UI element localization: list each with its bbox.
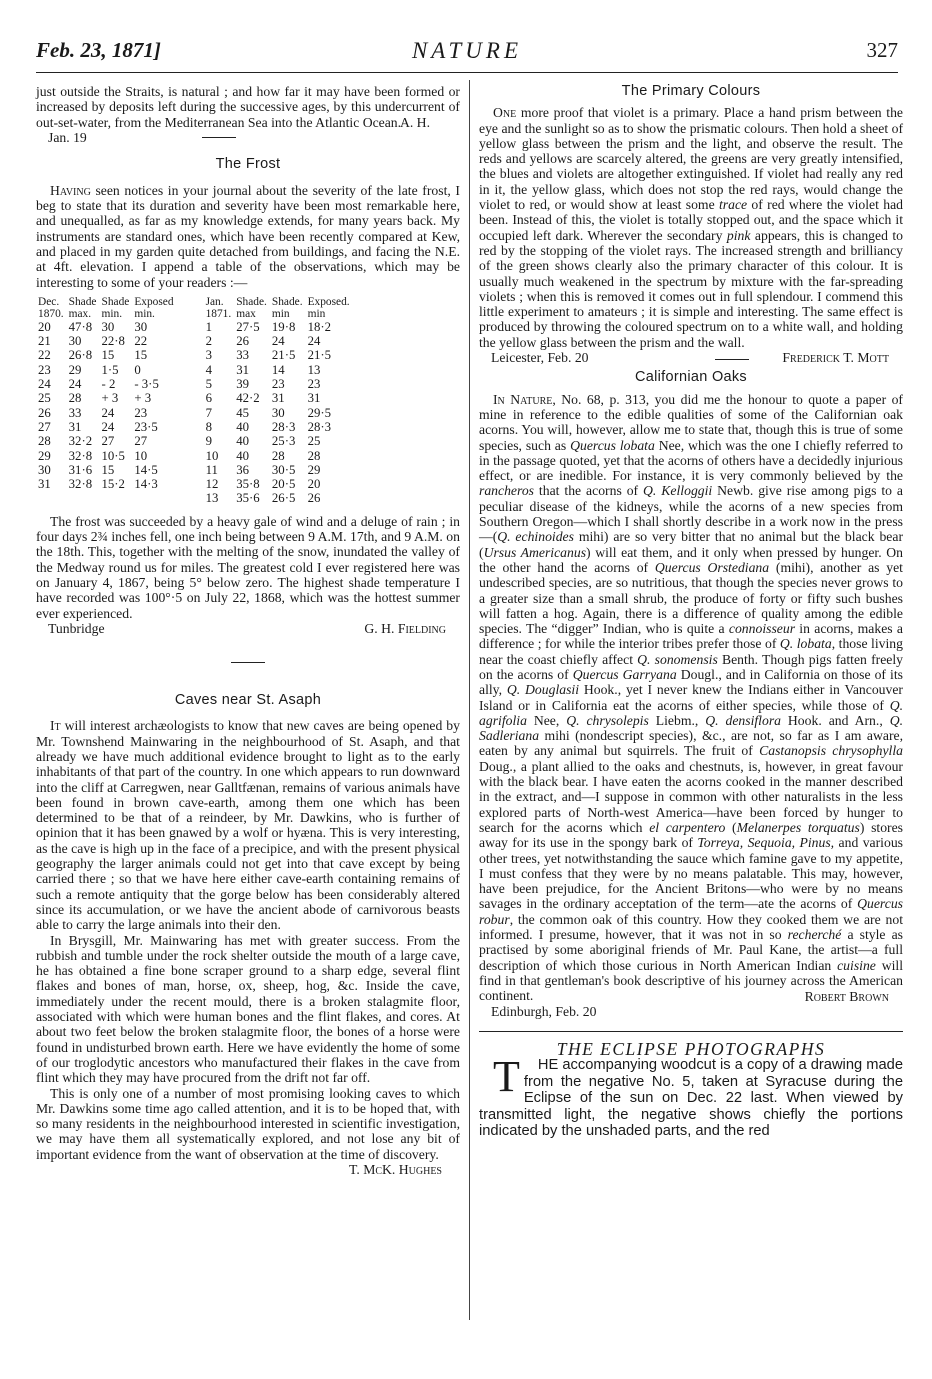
frost-table-cell: 25 [38, 391, 51, 406]
left-column [36, 84, 460, 1177]
frost-table-cell: 28 [68, 391, 82, 406]
frost-table-cell: 31 [68, 419, 82, 434]
frost-table-cell: 24 [101, 419, 115, 434]
frost-table-cell: 30·5 [271, 462, 296, 477]
frost-table-cell: 35·6 [236, 491, 260, 506]
right-column [479, 84, 903, 1140]
frost-table-row [38, 363, 355, 377]
frost-table-cell: 25·3 [271, 434, 296, 449]
frost-table-cell: 28 [38, 434, 51, 449]
issue-date: Feb. 23, 1871] [36, 38, 161, 62]
frost-table-cell: 22 [38, 348, 51, 363]
intro-paragraph: just outside the Straits, is natural ; and how far it may have been formed or increased by deposits left during the successive ages, by this undercurrent of out-set-water, from the Mediterranean Sea into the Atlantic Ocean. [36, 84, 460, 130]
frost-table-cell: 32·2 [68, 434, 93, 449]
frost-table-cell: 21·5 [307, 348, 332, 363]
frost-table-cell: 2 [205, 334, 212, 349]
frost-table-cell: 33 [236, 348, 249, 363]
frost-table-cell: 35·8 [236, 477, 260, 492]
frost-table-cell: 42·2 [236, 391, 260, 406]
frost-table-cell: 15 [101, 348, 115, 363]
table-gap [179, 320, 206, 334]
frost-table-cell: 27 [134, 434, 148, 449]
table-gap [179, 491, 206, 505]
frost-table-cell: 7 [205, 405, 212, 420]
frost-table-cell: 30 [68, 334, 82, 349]
frost-table-cell: 23 [271, 377, 285, 392]
frost-table-cell: 21 [38, 334, 51, 349]
oaks-title: Californian Oaks [635, 369, 747, 386]
table-gap [179, 449, 206, 463]
frost-table-cell: 20 [307, 477, 321, 492]
frost-place: Tunbridge [48, 620, 105, 636]
table-gap [179, 434, 206, 448]
frost-table-row [38, 334, 355, 348]
caves-title: Caves near St. Asaph [174, 692, 322, 709]
frost-paragraph-2: The frost was succeeded by a heavy gale of wind and a deluge of rain ; in four days 2¾ inches fell, one inch being between 9 A.M. 17th, and 9 A.M. on the 18th. This, together with the melting of the snow, inundated the valley of the Medway round us for miles. The greatest cold I ever registered here was on January 4, 1867, being 5° below zero. The highest shade temperature I have recorded was 100°·5 on July 22, 1868, which was the hottest summer ever experienced. [36, 513, 460, 621]
frost-signature: G. H. Fielding [364, 620, 446, 636]
journal-title: NATURE [411, 38, 523, 63]
frost-table-cell: - 3·5 [134, 377, 159, 392]
frost-table-cell: 30 [101, 319, 115, 334]
frost-signature-row [36, 621, 460, 636]
frost-table-cell: 8 [205, 419, 212, 434]
oaks-place: Edinburgh, Feb. 20 [491, 1003, 597, 1019]
frost-table-cell: 33 [68, 405, 82, 420]
frost-table-cell: 14·5 [134, 462, 158, 477]
frost-table-cell: 15 [101, 462, 115, 477]
table-gap [179, 463, 206, 477]
column-divider [469, 80, 470, 1320]
section-divider [202, 137, 236, 138]
table-gap [179, 363, 206, 377]
eclipse-title: THE ECLIPSE PHOTOGRAPHS [556, 1039, 826, 1060]
frost-table-cell: + 3 [101, 391, 119, 406]
frost-table-cell: 27 [38, 419, 51, 434]
header-rule [36, 72, 898, 73]
frost-table-header: Dec. 1870. Shade max. Shade min. Exposed min. Jan. 1871. Shade. max Shade. min Exposed. min [38, 295, 350, 320]
frost-table-cell: 5 [205, 377, 212, 392]
frost-table-row [38, 420, 355, 434]
frost-table-cell: 24 [271, 334, 285, 349]
frost-table-cell: 40 [236, 448, 249, 463]
frost-table-cell: + 3 [134, 391, 152, 406]
frost-table-cell: 32·8 [68, 448, 93, 463]
frost-table-row [38, 320, 355, 334]
frost-table-cell: 31·6 [68, 462, 93, 477]
frost-table-cell: 31 [271, 391, 285, 406]
frost-table-cell: 11 [205, 462, 218, 477]
frost-table-cell: 9 [205, 434, 212, 449]
eclipse-paragraph: T HE accompanying woodcut is a copy of a drawing made from the negative No. 5, taken at Syracuse during the Eclipse of the sun on Dec. 22 last. When viewed by transmitted light, the negative shows chiefly the portions indicated by the unshaded parts, and the red [479, 1052, 903, 1140]
frost-table-cell: 25 [307, 434, 321, 449]
intro-dateline: Jan. 19 [36, 130, 460, 145]
frost-table-cell: 45 [236, 405, 249, 420]
frost-table-cell: 31 [236, 362, 249, 377]
oaks-signature: Robert Brown [804, 988, 889, 1004]
section-divider [231, 662, 265, 663]
frost-table-cell: 22·8 [101, 334, 125, 349]
frost-table-cell: 4 [205, 362, 212, 377]
frost-table-cell: 27·5 [236, 319, 260, 334]
frost-table-cell: 26·5 [271, 491, 296, 506]
frost-table-cell: 30 [38, 462, 51, 477]
frost-table-cell: 29 [68, 362, 82, 377]
frost-table-cell: - 2 [101, 377, 116, 392]
oaks-paragraph: In Nature, No. 68, p. 313, you did me the honour to quote a paper of mine in reference to the edible qualities of some of the Californian oak acorns. You will, however, allow me to state that, though this is true of some species, such as Quercus lobata Nee, which was the one I chiefly referred to in the passage quoted, yet that the acorns of others have a decidedly injurious effect, or are inedible. For instance, it is very commonly believed by the rancheros that the acorns of Q. Kelloggii Newb. give rise among pigs to a peculiar disease of the kidneys, while the acorns of a new species from Southern Oregon—which I shall shortly describe in a work now in the press—(Q. echinoides mihi) are so very bitter that no animal but the black bear (Ursus Americanus) will eat them, and it only when pressed by hunger. On the other hand the acorns of Quercus Orstediana (mihi), another as yet undescribed species, are so nutritious, that though the species never grows to a greater size than a small shrub, the produce of forty or fifty such bushes will fatten a hog. Again, there is a difference of quality among the edible species. The “digger” Indian, who is quite a connoisseur in acorns, makes a difference ; for while the interior tribes prefer those of Q. lobata, those living near the coast chiefly affect Q. sonomensis Benth. Though pigs fatten freely on the acorns of Quercus Garryana Dougl., and in California on those of its ally, Q. Douglasii Hook., yet I never knew the Indians either in Vancouver Island or in California eat the acorns of either species, while those of Q. agrifolia Nee, Q. chrysolepis Liebm., Q. densiflora Hook. and Arn., Q. Sadleriana mihi (nondescript species), &c., are not, so far as I am aware, eaten by any animal but squirrels. The fruit of Castanopsis chrysophylla Doug., a plant allied to the oaks and chestnuts, is, however, in great favour with the black bear. I have eaten the acorns cooked in the manner described in the extract, and—I suppose in common with other naturalists in the less explored parts of North-west America—have been forced by hunger to search for the acorns which el carpentero (Melanerpes torquatus) stores away for its use in the spongy bark of Torreya, Sequoia, Pinus, and various other trees, yet notwithstanding the sauce which famine gave to my appetite, I must confess that they were by no means palatable. This may, however, have been prejudice, for the Ancient Britons—who were by no means savages in the ordinary acceptation of the term—ate the acorns of Quercus robur, the common oak of this country. How they cooked them we are not informed. I presume, however, that it was not in so recherché a style as practised by some aboriginal friends of Mr. Paul Kane, the artist—a full description of which those curious in North American Indian cuisine will find in that gentleman's book descriptive of his journey across the American continent. [479, 391, 904, 1004]
frost-table-cell: 1 [205, 319, 212, 334]
frost-table-cell: 20·5 [271, 477, 296, 492]
frost-table-cell: 36 [236, 462, 249, 477]
table-gap [179, 477, 206, 491]
frost-table-cell: 32·8 [68, 477, 93, 492]
frost-table-cell: 3 [205, 348, 212, 363]
page-header [36, 38, 898, 68]
frost-table-cell: 26 [307, 491, 321, 506]
colours-title: The Primary Colours [621, 83, 761, 99]
table-gap [179, 391, 206, 405]
frost-table-cell: 24 [307, 334, 321, 349]
frost-table-row [38, 406, 355, 420]
frost-table-cell: 19·8 [271, 319, 296, 334]
eclipse-rule [479, 1031, 903, 1032]
frost-table-cell: 22 [134, 334, 148, 349]
frost-table-row [38, 477, 355, 491]
frost-table-row [38, 377, 355, 391]
frost-table-row [38, 434, 355, 448]
frost-table-cell: 13 [307, 362, 321, 377]
caves-paragraph-1: It will interest archæologists to know that new caves are being opened by Mr. Townshend Mainwaring in the neighbourhood of St. Asaph, and that already we have much additional evidence brought to light as to the early inhabitants of that part of the country. In one which appears to run downward into the cliff at Carregwen, near Galltfænan, remains of various animals have been found in brown cave-earth, among them one which has been determined to be that of a reindeer, by Mr. Dawkins, who is further of opinion that it has been gnawed by a wolf or hyæna. This is very interesting, as the cave is high up in the face of a precipice, and with the present physical geography the larger animals could not get into that cave except by being carried there ; so that we have here either cave-earth containing remains of such a remote antiquity that the gorge below has been considerably altered since its accumulation, or we have the ancient abode of carnivorous beasts able to carry the large animals into their den. [36, 718, 460, 933]
caves-paragraph-2: In Brysgill, Mr. Mainwaring has met with greater success. From the rubbish and tumble under the rock shelter outside the mouth of a large cave, he has obtained a fine bone scraper ground to a sharp edge, several flint flakes and bones of man, horse, ox, sheep, hog, &c. Inside the cave, immediately under the recent mould, there is a broken stalagmite floor, associated with which were human bones and the flint flakes, and cores. At about two feet below the broken stalagmite floor, the bones of a horse were found in undisturbed brown earth. Here we have evidently the home of some of our troglodytic ancestors who manufactured their flakes in the cave from flint which they may have procured from the drift not far off. [36, 932, 460, 1086]
frost-table-cell: 29 [38, 448, 51, 463]
frost-table-cell: 23·5 [134, 419, 158, 434]
table-gap [179, 420, 206, 434]
frost-table-row [38, 391, 355, 405]
frost-table-cell: 31 [38, 477, 51, 492]
colours-place: Leicester, Feb. 20 [491, 350, 589, 366]
section-divider [715, 359, 749, 360]
colours-paragraph: One more proof that violet is a primary. Place a hand prism between the eye and the sunlight so as to show the prismatic colours. Then hold a sheet of yellow glass between the prism and the light, and observe the result. The reds and yellows are scarcely altered, the greens are very greatly intensified, the blues and violets are altogether extinguished. If violet had really any red in it, the yellow glass, which does not stop the red rays, would change the violet to red, or would show at least some trace of red where the violet had been. Instead of this, the violet is totally stopped out, and the space which it occupied left dark. Wherever the secondary pink appears, this is changed to red by the stopping of the violet rays. The increased strength and brilliancy of the green shows clearly also the primary character of this colour. It is usually much weakened in the spectrum by mixture with the far-spreading violets ; when this is removed it comes out in full splendour. I commend this little experiment to amateurs ; it is simple and interesting. The same effect is produced by throwing the coloured spectrum on to a white wall, and holding the yellow glass between the prism and the wall. [479, 105, 903, 350]
frost-table-cell: 23 [307, 377, 321, 392]
frost-table-cell: 28 [271, 448, 285, 463]
colours-signature: Frederick T. Mott [782, 350, 889, 366]
frost-table-cell: 0 [134, 362, 141, 377]
frost-table-cell: 28·3 [307, 419, 332, 434]
frost-table-cell: 12 [205, 477, 219, 492]
frost-table-cell: 26 [38, 405, 51, 420]
frost-table-row [38, 449, 355, 463]
frost-table-cell: 13 [205, 491, 219, 506]
frost-table-row [38, 491, 355, 505]
frost-table-cell: 18·2 [307, 319, 332, 334]
frost-table-cell: 40 [236, 434, 249, 449]
frost-table-cell: 15·2 [101, 477, 125, 492]
frost-table-cell: 30 [134, 319, 148, 334]
page-number: 327 [866, 38, 898, 62]
frost-table-cell: 39 [236, 377, 249, 392]
frost-table-cell: 10 [205, 448, 219, 463]
table-gap [179, 406, 206, 420]
frost-table-cell: 26·8 [68, 348, 93, 363]
frost-table-cell: 28·3 [271, 419, 296, 434]
frost-table-cell: 27 [101, 434, 115, 449]
frost-title: The Frost [215, 156, 281, 173]
intro-signature: A. H. [399, 114, 430, 130]
frost-table-cell: 15 [134, 348, 148, 363]
colours-signature-row [479, 350, 903, 365]
frost-table-row [38, 463, 355, 477]
frost-table-cell [101, 491, 134, 505]
frost-table-cell: 6 [205, 391, 212, 406]
frost-table-cell: 14 [271, 362, 285, 377]
caves-paragraph-3: This is only one of a number of most promising looking caves to which Mr. Dawkins some time ago called attention, and it is to be hoped that, with so many residents in the neighbourhood interested in scientific investigation, we may have them all systematically explored, and not lose any bit of important evidence from the want of observation at the time of discovery. [36, 1085, 460, 1162]
caves-signature: T. McK. Hughes [349, 1162, 442, 1177]
frost-table-cell: 30 [271, 405, 285, 420]
frost-table-cell: 24 [101, 405, 115, 420]
table-gap [179, 334, 206, 348]
frost-table-cell [69, 491, 102, 505]
frost-table-cell: 1·5 [101, 362, 119, 377]
frost-table-cell: 29 [307, 462, 321, 477]
frost-table-cell: 23 [38, 362, 51, 377]
frost-table-cell: 26 [236, 334, 249, 349]
frost-table-cell [38, 491, 69, 505]
frost-table-row [38, 348, 355, 362]
frost-paragraph-1: Having seen notices in your journal about the severity of the late frost, I beg to state that its duration and severity have been most remarkable here, and unequalled, as far as my knowledge extends, for many years back. My instruments are standard ones, which have been recently compared at Kew, and placed in my garden quite detached from buildings, and facing the N.E. at 4ft. elevation. I append a table of the observations, which may be interesting to some of your readers :— [36, 182, 460, 290]
table-gap [179, 377, 206, 391]
drop-cap: T [493, 1052, 520, 1102]
frost-table-cell: 20 [38, 319, 51, 334]
frost-table-cell [134, 491, 178, 505]
frost-table-cell: 10·5 [101, 448, 125, 463]
frost-table-cell: 23 [134, 405, 148, 420]
frost-table-cell: 28 [307, 448, 321, 463]
frost-table-cell: 24 [68, 377, 82, 392]
frost-table-cell: 24 [38, 377, 51, 392]
table-gap [179, 348, 206, 362]
frost-table-cell: 40 [236, 419, 249, 434]
frost-table-cell: 31 [307, 391, 321, 406]
frost-table-cell: 29·5 [307, 405, 332, 420]
frost-table-cell: 14·3 [134, 477, 158, 492]
frost-table-cell: 47·8 [68, 319, 93, 334]
frost-table [38, 296, 355, 506]
frost-table-cell: 21·5 [271, 348, 296, 363]
frost-table-cell: 10 [134, 448, 148, 463]
